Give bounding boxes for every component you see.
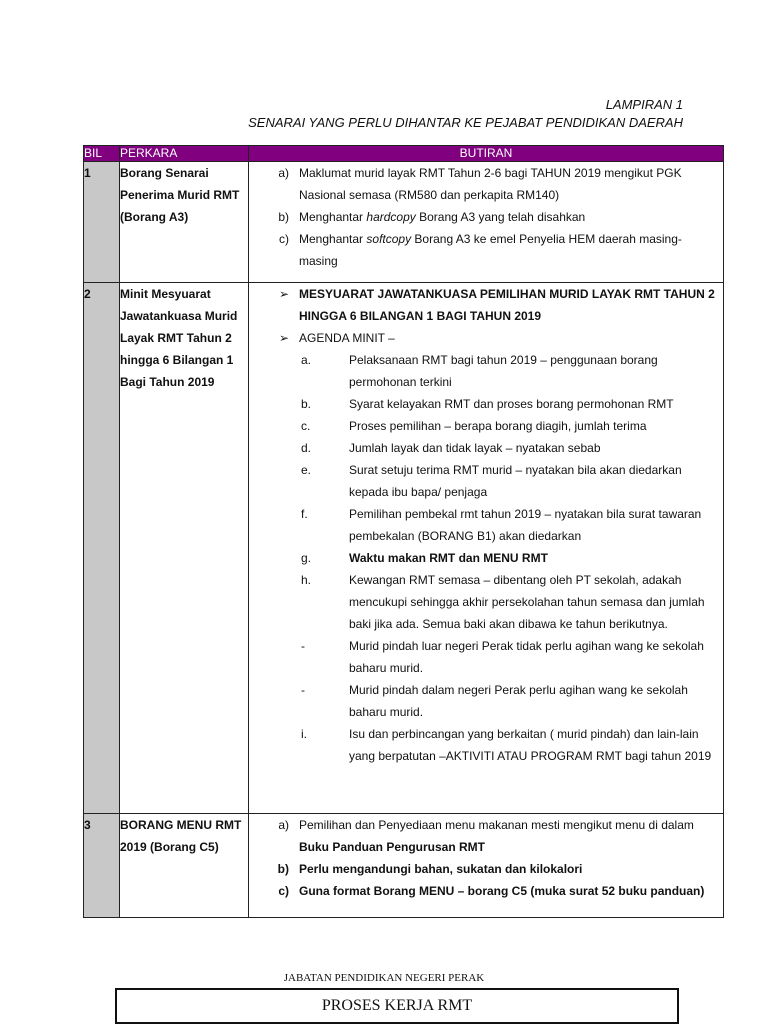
agenda-item-text: Murid pindah luar negeri Perak tidak perlu agihan wang ke sekolah baharu murid. — [349, 639, 704, 675]
agenda-item — [249, 437, 723, 459]
row-butiran — [249, 283, 724, 814]
column-header-perkara: PERKARA — [120, 146, 249, 162]
agenda-item-text: Pelaksanaan RMT bagi tahun 2019 – penggunaan borang permohonan terkini — [349, 353, 658, 389]
agenda-item — [249, 393, 723, 415]
row-perkara: Minit Mesyuarat Jawatankuasa Murid Layak RMT Tahun 2 hingga 6 Bilangan 1 Bagi Tahun 2019 — [120, 283, 249, 814]
agenda-item-label: h. — [301, 573, 312, 587]
list-item — [249, 206, 723, 228]
agenda-item — [249, 635, 723, 679]
agenda-item-label: a. — [301, 353, 312, 367]
item-text-pre: Pemilihan dan Penyediaan menu makanan mesti mengikut menu di dalam — [299, 818, 694, 832]
list-item — [249, 327, 723, 349]
agenda-item-label: c. — [301, 419, 311, 433]
department-name: JABATAN PENDIDIKAN NEGERI PERAK — [283, 972, 485, 984]
document-subtitle: SENARAI YANG PERLU DIHANTAR KE PEJABAT PENDIDIKAN DAERAH — [248, 115, 683, 130]
agenda-item-label: i. — [301, 727, 307, 741]
agenda-item — [249, 547, 723, 569]
row-butiran — [249, 162, 724, 283]
agenda-item — [249, 459, 723, 503]
agenda-item-text: Jumlah layak dan tidak layak – nyatakan sebab — [349, 441, 601, 455]
agenda-item-label: - — [301, 683, 305, 697]
row-perkara: BORANG MENU RMT 2019 (Borang C5) — [120, 814, 249, 918]
item-text-emphasis: softcopy — [366, 232, 412, 246]
process-title-box: PROSES KERJA RMT — [115, 988, 679, 1024]
list-item — [249, 880, 723, 902]
agenda-item — [249, 723, 723, 767]
agenda-item — [249, 679, 723, 723]
list-item — [249, 228, 723, 272]
row-number: 1 — [84, 162, 120, 283]
agenda-list — [249, 349, 723, 767]
table-row — [84, 814, 724, 918]
arrow-bullet-icon: ➢ — [278, 287, 289, 301]
list-item — [249, 858, 723, 880]
item-label: c) — [279, 232, 289, 246]
table-row — [84, 283, 724, 814]
agenda-heading: AGENDA MINIT – — [299, 331, 395, 345]
column-header-bil: BIL — [84, 146, 120, 162]
meeting-title: MESYUARAT JAWATANKUASA PEMILIHAN MURID LAYAK RMT TAHUN 2 HINGGA 6 BILANGAN 1 BAGI TAHUN 2019 — [299, 287, 715, 323]
agenda-item-text: Isu dan perbincangan yang berkaitan ( murid pindah) dan lain-lain yang berpatutan –AKTIVITI ATAU PROGRAM RMT bagi tahun 2019 — [349, 727, 712, 763]
row-perkara: Borang Senarai Penerima Murid RMT (Borang A3) — [120, 162, 249, 283]
list-item — [249, 162, 723, 206]
item-text — [299, 206, 723, 228]
agenda-item — [249, 503, 723, 547]
row-number: 2 — [84, 283, 120, 814]
item-label: a) — [278, 166, 289, 180]
row-number: 3 — [84, 814, 120, 918]
item-text — [299, 228, 723, 272]
column-header-butiran: BUTIRAN — [249, 146, 724, 162]
agenda-item — [249, 415, 723, 437]
agenda-item-label: f. — [301, 507, 308, 521]
item-text-pre: Menghantar — [299, 210, 367, 224]
agenda-item-label: b. — [301, 397, 312, 411]
item-label: a) — [278, 818, 289, 832]
item-text: Perlu mengandungi bahan, sukatan dan kilokalori — [299, 862, 583, 876]
agenda-item — [249, 349, 723, 393]
item-text: Guna format Borang MENU – borang C5 (muka surat 52 buku panduan) — [299, 884, 705, 898]
item-text-pre: Menghantar — [299, 232, 367, 246]
row-butiran — [249, 814, 724, 918]
item-text-emphasis: hardcopy — [366, 210, 416, 224]
item-label: b) — [277, 862, 289, 876]
agenda-item-text: Kewangan RMT semasa – dibentang oleh PT sekolah, adakah mencukupi sehingga akhir persekolahan tahun semasa dan jumlah baki jika ada. Semua baki akan dibawa ke tahun berikutnya. — [349, 573, 705, 631]
item-label: b) — [278, 210, 289, 224]
agenda-item-text: Syarat kelayakan RMT dan proses borang permohonan RMT — [349, 397, 674, 411]
item-label: c) — [278, 884, 289, 898]
list-item — [249, 814, 723, 858]
item-text-bold: Buku Panduan Pengurusan RMT — [299, 840, 486, 854]
item-text-post: Borang A3 yang telah disahkan — [415, 210, 586, 224]
agenda-item-label: g. — [301, 551, 312, 565]
agenda-item-text: Proses pemilihan – berapa borang diagih, jumlah terima — [349, 419, 647, 433]
agenda-item-text: Pemilihan pembekal rmt tahun 2019 – nyatakan bila surat tawaran pembekalan (BORANG B1) akan diedarkan — [349, 507, 702, 543]
agenda-item-text: Murid pindah dalam negeri Perak perlu agihan wang ke sekolah baharu murid. — [349, 683, 688, 719]
agenda-item-text: Waktu makan RMT dan MENU RMT — [349, 551, 548, 565]
agenda-item-label: d. — [301, 441, 312, 455]
list-item — [249, 283, 723, 327]
submission-table — [83, 145, 724, 918]
agenda-item-label: e. — [301, 463, 312, 477]
item-text-post: Borang A3 ke emel Penyelia HEM daerah masing-masing — [299, 232, 682, 268]
agenda-item-label: - — [301, 639, 305, 653]
table-row — [84, 162, 724, 283]
arrow-bullet-icon: ➢ — [278, 331, 289, 345]
item-text — [299, 814, 723, 858]
table-header-row — [84, 146, 724, 162]
agenda-item-text: Surat setuju terima RMT murid – nyatakan bila akan diedarkan kepada ibu bapa/ penjaga — [349, 463, 682, 499]
agenda-item — [249, 569, 723, 635]
appendix-label: LAMPIRAN 1 — [605, 97, 683, 112]
item-text: Maklumat murid layak RMT Tahun 2-6 bagi TAHUN 2019 mengikut PGK Nasional semasa (RM580 dan perkapita RM140) — [299, 166, 682, 202]
